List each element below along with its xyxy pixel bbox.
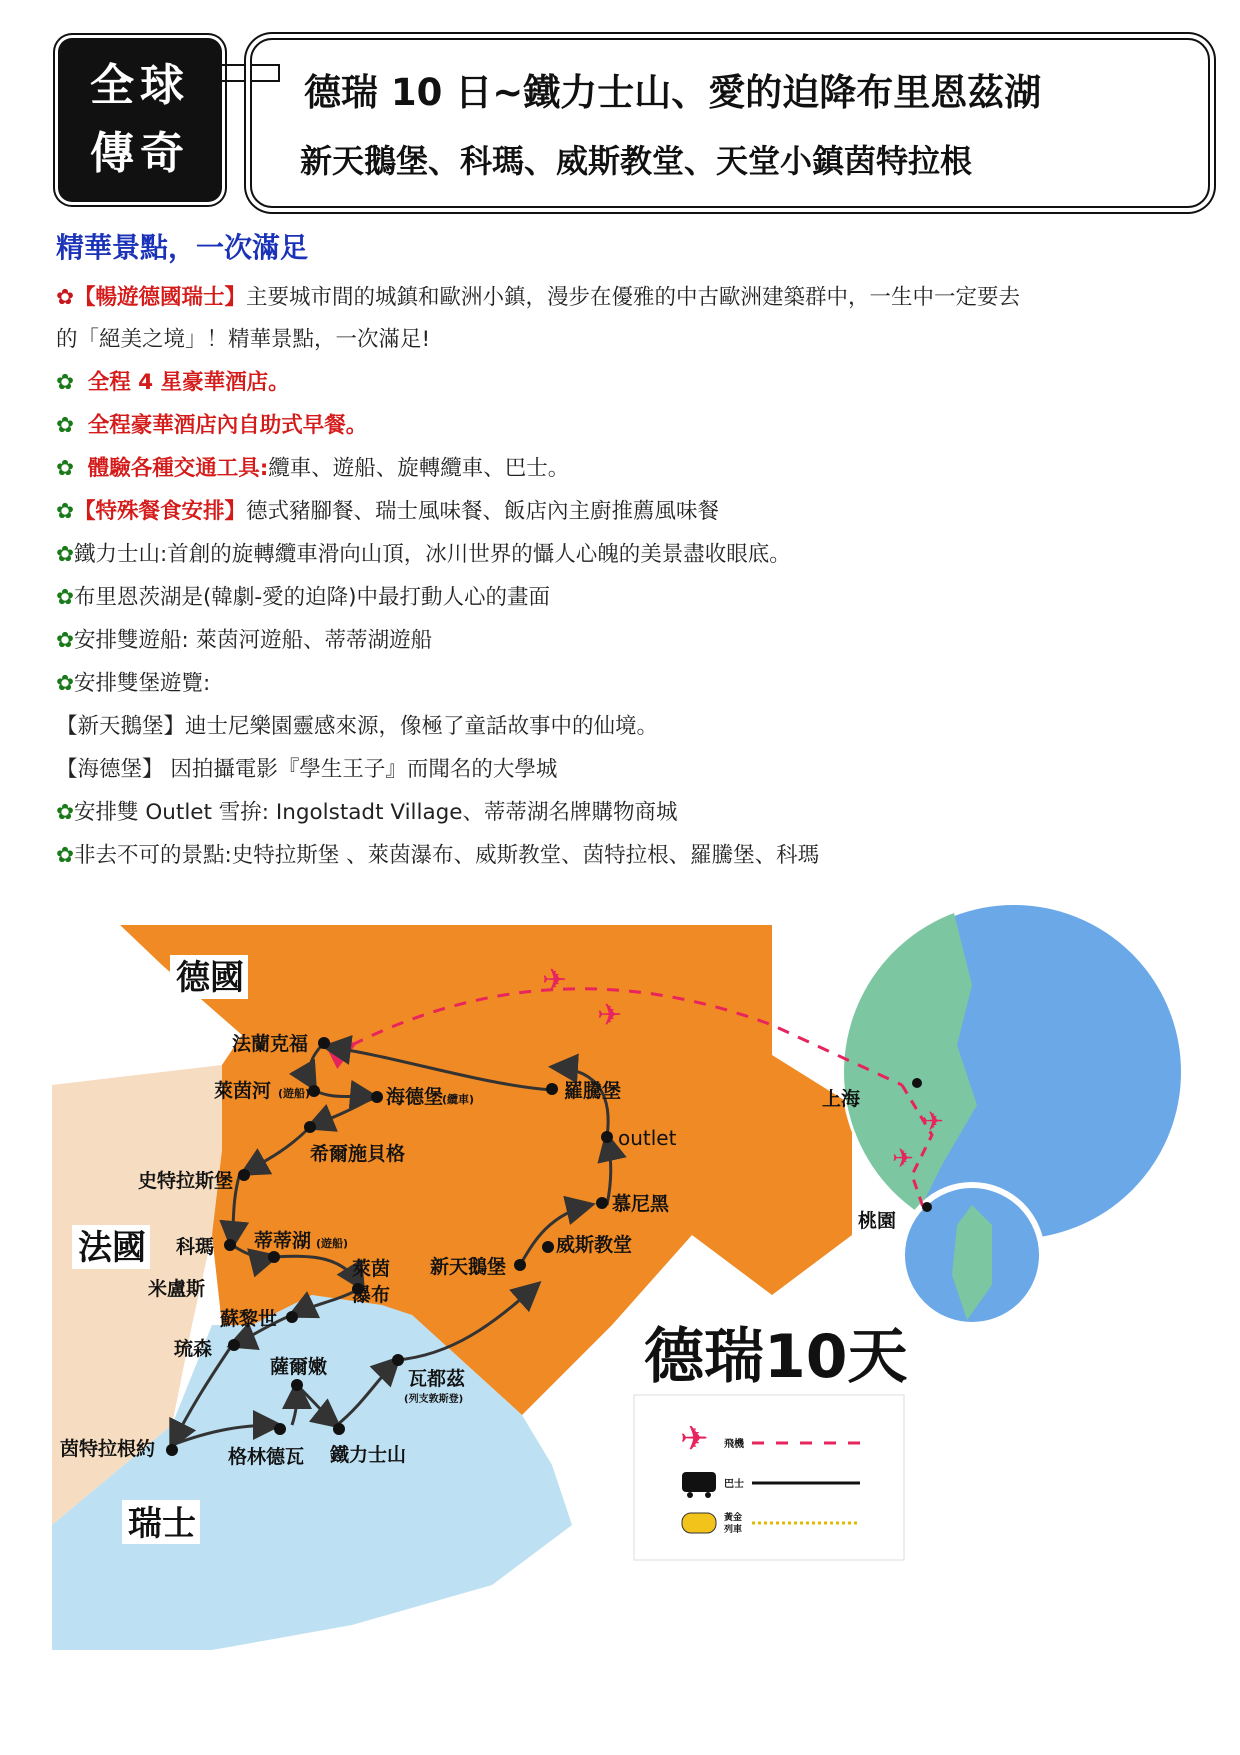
city-titisee: 蒂蒂湖 — [254, 1230, 312, 1252]
city-strasbourg: 史特拉斯堡 — [138, 1170, 234, 1192]
highlight-text: 全程 4 星豪華酒店。 — [87, 370, 290, 395]
city-zurich: 蘇黎世 — [220, 1308, 278, 1330]
plane-icon: ✈ — [680, 1419, 709, 1459]
city-frankfurt: 法蘭克福 — [232, 1033, 309, 1055]
highlight-12 — [56, 798, 1176, 828]
city-lucerne: 琉森 — [174, 1338, 213, 1360]
city-rhine-note: (遊船) — [278, 1087, 311, 1100]
highlight-1-cont: 的「絕美之境」！精華景點，一次滿足! — [56, 327, 431, 352]
highlight-text: 安排雙遊船: 萊茵河遊船、蒂蒂湖遊船 — [74, 628, 433, 653]
section-heading: 精華景點，一次滿足 — [56, 231, 309, 264]
city-sarnen: 薩爾嫩 — [270, 1356, 328, 1378]
highlight-tag: 體驗各種交通工具: — [87, 456, 269, 481]
city-titlis: 鐵力士山 — [330, 1444, 407, 1466]
city-colmar: 科瑪 — [176, 1236, 215, 1258]
city-titisee-note: (遊船) — [316, 1237, 349, 1250]
legend-bus: 巴士 — [724, 1479, 744, 1490]
map-big-title: 德瑞10天 — [644, 1322, 908, 1392]
city-heidelberg-note: (纜車) — [442, 1093, 475, 1106]
flower-icon: ✿ — [56, 370, 75, 395]
flower-icon: ✿ — [56, 413, 75, 438]
highlight-text: 安排雙 Outlet 雪拚: Ingolstadt Village、蒂蒂湖名牌購物商城 — [74, 800, 678, 825]
highlight-text: 德式豬腳餐、瑞士風味餐、飯店內主廚推薦風味餐 — [246, 499, 720, 524]
asia-inset — [832, 905, 1182, 1325]
plane-icon: ✈ — [892, 1144, 914, 1174]
flower-icon: ✿ — [56, 542, 75, 567]
highlight-text: 鐵力士山:首創的旋轉纜車滑向山頂，冰川世界的懾人心魄的美景盡收眼底。 — [74, 542, 791, 567]
city-interlaken: 茵特拉根約 — [60, 1438, 156, 1460]
highlight-3 — [56, 411, 1176, 441]
logo-line1: 全球 — [90, 60, 190, 111]
highlight-tag: 【特殊餐食安排】 — [74, 499, 247, 524]
highlight-13 — [56, 841, 1176, 871]
plane-icon: ✈ — [542, 963, 568, 998]
city-vaduz: 瓦都茲 — [408, 1368, 466, 1390]
legend-plane: 飛機 — [724, 1439, 744, 1450]
city-mulhouse: 米盧斯 — [148, 1278, 206, 1300]
highlight-text: 非去不可的景點:史特拉斯堡 、萊茵瀑布、威斯教堂、茵特拉根、羅騰堡、科瑪 — [74, 843, 820, 868]
flower-icon: ✿ — [56, 285, 75, 310]
route-map — [52, 905, 1182, 1650]
highlight-9 — [56, 669, 1176, 699]
brand-logo — [58, 38, 222, 202]
page-title: 德瑞 10 日~鐵力士山、愛的迫降布里恩茲湖 — [304, 71, 1042, 114]
highlight-4 — [56, 454, 1176, 484]
plane-icon: ✈ — [597, 998, 623, 1033]
city-shanghai: 上海 — [822, 1088, 861, 1110]
city-wies: 威斯教堂 — [556, 1234, 633, 1256]
highlight-6 — [56, 540, 1176, 570]
highlight-8 — [56, 626, 1176, 656]
city-heidelberg: 海德堡 — [386, 1086, 444, 1108]
map-legend — [634, 1395, 904, 1560]
highlight-7 — [56, 583, 1176, 613]
city-outlet: outlet — [618, 1126, 677, 1150]
highlight-text: 全程豪華酒店內自助式早餐。 — [87, 413, 368, 438]
train-icon — [682, 1513, 716, 1533]
flower-icon: ✿ — [56, 671, 75, 696]
switzerland-label: 瑞士 — [128, 1504, 196, 1544]
flower-icon: ✿ — [56, 585, 75, 610]
flower-icon: ✿ — [56, 800, 75, 825]
flower-icon: ✿ — [56, 843, 75, 868]
bus-icon — [682, 1472, 716, 1492]
germany-label: 德國 — [176, 958, 244, 998]
city-falls1: 萊茵 — [352, 1258, 391, 1280]
highlight-10: 【新天鵝堡】迪士尼樂園靈感來源，像極了童話故事中的仙境。 — [56, 714, 659, 739]
legend-train1: 黃金 — [724, 1513, 743, 1523]
page-subtitle: 新天鵝堡、科瑪、威斯教堂、天堂小鎮茵特拉根 — [300, 142, 973, 180]
city-falls2: 瀑布 — [352, 1284, 391, 1306]
city-grindelwald: 格林德瓦 — [228, 1446, 305, 1468]
plane-icon: ✈ — [922, 1107, 944, 1137]
highlight-text: 布里恩茨湖是(韓劇-愛的迫降)中最打動人心的畫面 — [74, 585, 551, 610]
city-vaduz-note: (列支敦斯登) — [404, 1394, 464, 1405]
city-ingolstadt: 希爾施貝格 — [310, 1143, 406, 1165]
highlight-5 — [56, 497, 1176, 527]
highlight-text: 主要城市間的城鎮和歐洲小鎮，漫步在優雅的中古歐洲建築群中，一生中一定要去 — [246, 285, 1021, 310]
city-rothenburg: 羅騰堡 — [564, 1080, 622, 1102]
legend-train2: 列車 — [724, 1525, 743, 1535]
highlight-text: 纜車、遊船、旋轉纜車、巴士。 — [268, 456, 570, 481]
highlight-text: 安排雙堡遊覽: — [74, 671, 211, 696]
city-munich: 慕尼黑 — [612, 1193, 670, 1215]
france-label: 法國 — [78, 1228, 146, 1268]
flower-icon: ✿ — [56, 499, 75, 524]
highlight-2 — [56, 368, 1176, 398]
flower-icon: ✿ — [56, 456, 75, 481]
highlight-tag: 【暢遊德國瑞士】 — [74, 285, 247, 310]
title-box — [250, 38, 1210, 208]
highlight-1 — [56, 283, 1176, 313]
highlight-11: 【海德堡】 因拍攝電影『學生王子』而聞名的大學城 — [56, 757, 558, 782]
flower-icon: ✿ — [56, 628, 75, 653]
city-neuschwanstein: 新天鵝堡 — [430, 1256, 507, 1278]
city-rhine: 萊茵河 — [214, 1080, 272, 1102]
city-taoyuan: 桃園 — [858, 1210, 897, 1232]
logo-line2: 傳奇 — [90, 128, 190, 179]
